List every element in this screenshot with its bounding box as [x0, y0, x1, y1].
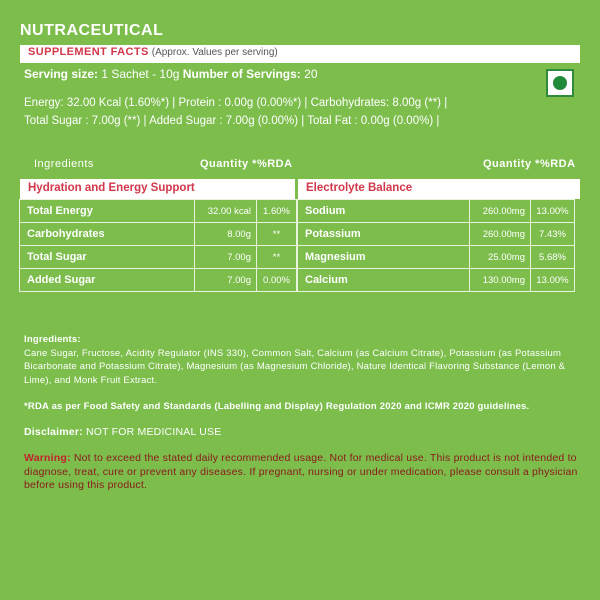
table-row	[298, 223, 575, 246]
nutrient-quantity: 7.00g	[195, 269, 257, 292]
serving-info	[24, 67, 318, 81]
table-row	[298, 246, 575, 269]
ingredients-column-header: Ingredients	[34, 158, 94, 170]
warning-text: Not to exceed the stated daily recommended usage. Not for medical use. This product is not intended to diagnose, treat, cure or prevent any diseases. If pregnant, nursing or under medication, please consult a physician before using this product.	[24, 452, 578, 491]
page-title: NUTRACEUTICAL	[20, 22, 164, 39]
nutrient-rda: 13.00%	[531, 269, 575, 292]
nutrient-rda: **	[257, 223, 297, 246]
warning-label: Warning:	[24, 452, 71, 464]
nutrient-rda: 7.43%	[531, 223, 575, 246]
nutrient-rda: 0.00%	[257, 269, 297, 292]
table-row	[20, 223, 297, 246]
energy-summary	[24, 94, 524, 130]
supplement-facts-note: (Approx. Values per serving)	[151, 47, 278, 58]
nutrient-name: Sodium	[298, 200, 470, 223]
nutrient-rda: 13.00%	[531, 200, 575, 223]
hydration-section-title: Hydration and Energy Support	[20, 179, 295, 199]
rda-note	[24, 400, 580, 414]
nutrient-quantity: 7.00g	[195, 246, 257, 269]
quantity-rda-header-left: Quantity *%RDA	[200, 158, 293, 170]
nutrient-name: Added Sugar	[20, 269, 195, 292]
quantity-rda-header-right: Quantity *%RDA	[483, 158, 576, 170]
nutrient-quantity: 32.00 kcal	[195, 200, 257, 223]
nutrient-quantity: 130.00mg	[470, 269, 531, 292]
table-row	[20, 200, 297, 223]
disclaimer-label: Disclaimer:	[24, 426, 83, 438]
nutrient-name: Potassium	[298, 223, 470, 246]
nutrient-name: Carbohydrates	[20, 223, 195, 246]
hydration-table	[19, 199, 297, 292]
supplement-facts-bar	[20, 45, 580, 63]
nutrient-quantity: 8.00g	[195, 223, 257, 246]
disclaimer-text: NOT FOR MEDICINAL USE	[85, 426, 222, 438]
nutrient-quantity: 260.00mg	[470, 223, 531, 246]
nutrient-rda: 1.60%	[257, 200, 297, 223]
energy-line: Energy: 32.00 Kcal (1.60%*) | Protein : 0.00g (0.00%*) | Carbohydrates: 8.00g (**) |	[24, 97, 448, 109]
table-row	[20, 246, 297, 269]
electrolyte-section-title: Electrolyte Balance	[298, 179, 580, 199]
ingredients-label: Ingredients:	[24, 334, 81, 345]
nutrient-name: Total Energy	[20, 200, 195, 223]
table-row	[298, 200, 575, 223]
energy-line: Total Sugar : 7.00g (**) | Added Sugar : 7.00g (0.00%) | Total Fat : 0.00g (0.00%) |	[24, 115, 440, 127]
ingredients-block	[24, 333, 580, 387]
nutrient-rda: 5.68%	[531, 246, 575, 269]
supplement-facts-heading: SUPPLEMENT FACTS	[28, 46, 149, 58]
ingredients-text: Cane Sugar, Fructose, Acidity Regulator (INS 330), Common Salt, Calcium (as Calcium Citrate), Potassium (as Potassium Bicarbonate and Potassium Citrate), Magnesium (as Magnesium Chloride), Nature Identical Flavoring Substance (Lemon & Lime), and Monk Fruit Extract.	[24, 347, 566, 386]
serving-size-value: 1 Sachet - 10g	[101, 67, 180, 81]
servings-count-value: 20	[304, 67, 318, 81]
nutrient-rda: **	[257, 246, 297, 269]
table-row	[20, 269, 297, 292]
disclaimer	[24, 426, 580, 440]
nutrient-quantity: 25.00mg	[470, 246, 531, 269]
rda-note-text: *RDA as per Food Safety and Standards (Labelling and Display) Regulation 2020 and ICMR 2020 guidelines.	[24, 401, 530, 412]
table-row	[298, 269, 575, 292]
serving-size-label: Serving size:	[24, 67, 99, 81]
nutrient-name: Calcium	[298, 269, 470, 292]
servings-count-label: Number of Servings:	[182, 67, 301, 81]
nutrient-name: Magnesium	[298, 246, 470, 269]
warning	[24, 452, 580, 493]
electrolyte-table	[297, 199, 575, 292]
nutrient-quantity: 260.00mg	[470, 200, 531, 223]
nutrient-name: Total Sugar	[20, 246, 195, 269]
veg-symbol-icon	[546, 69, 574, 97]
